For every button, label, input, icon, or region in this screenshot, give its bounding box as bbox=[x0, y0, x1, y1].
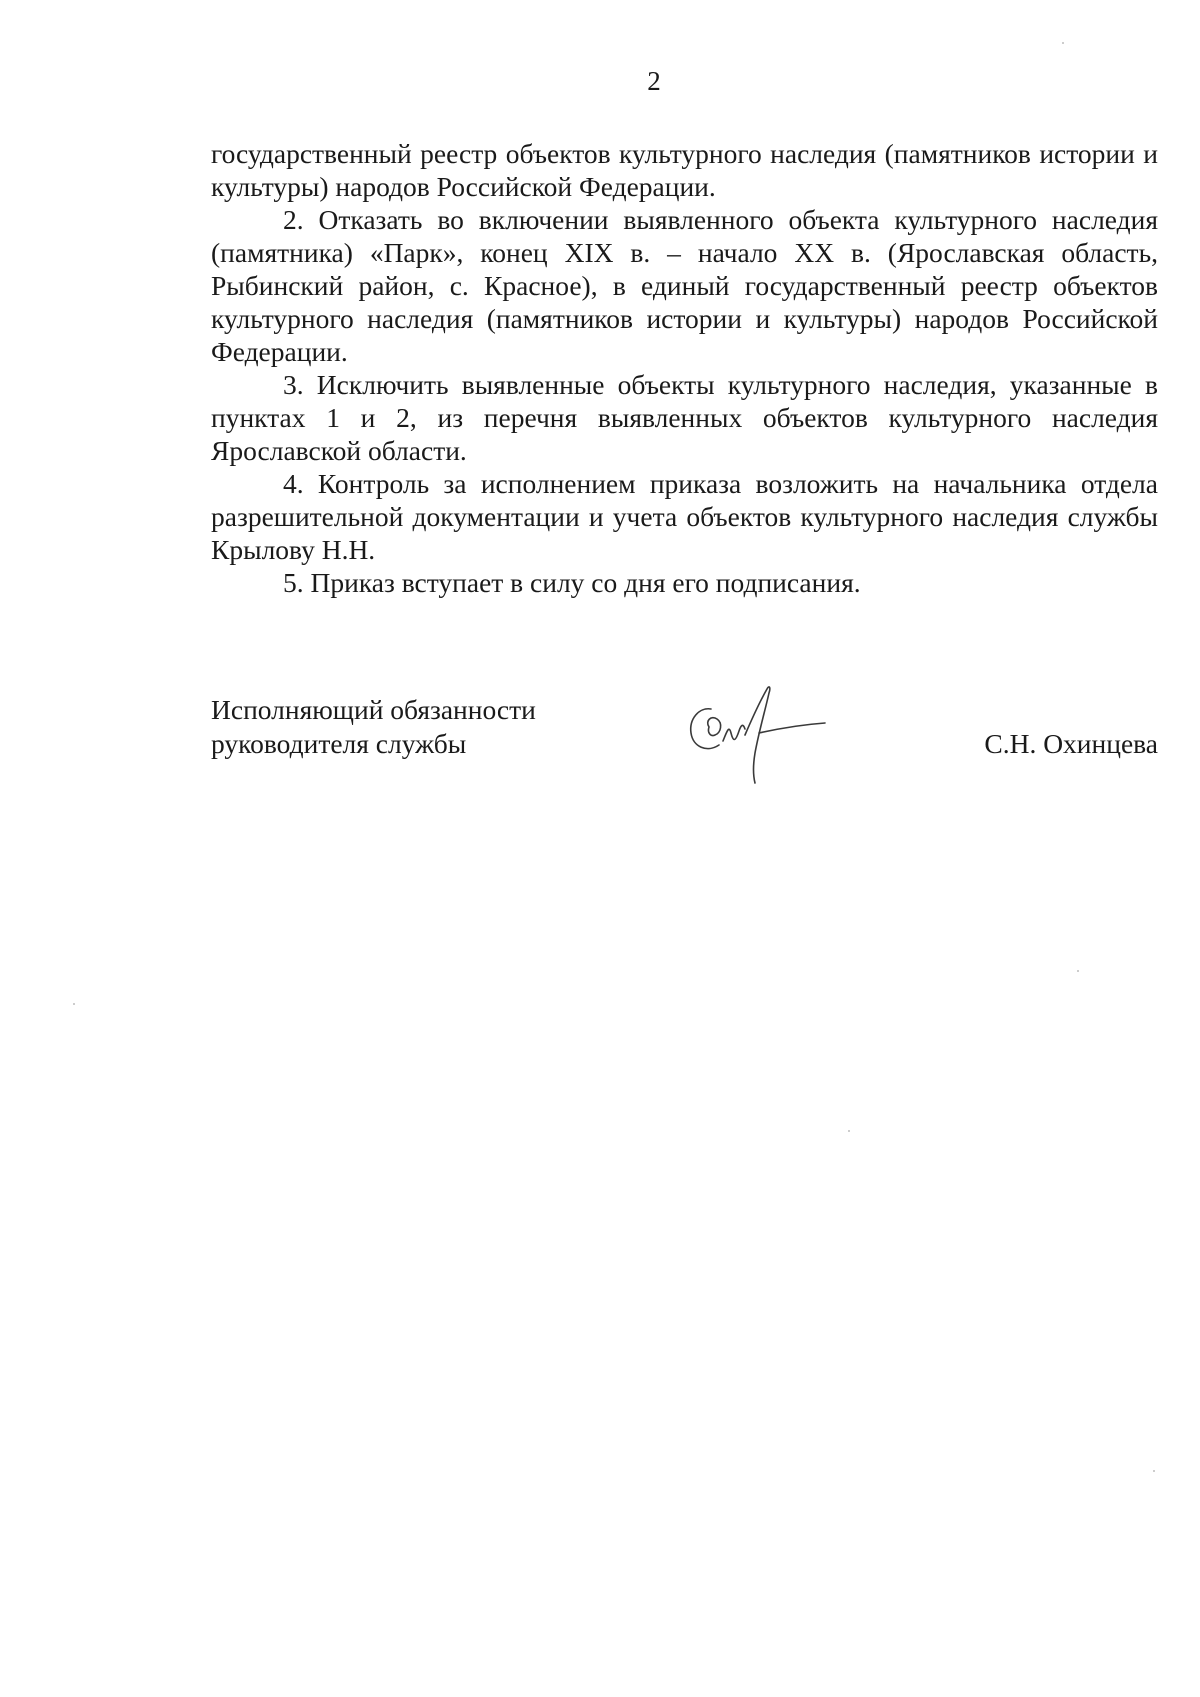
signatory-position-line-1: Исполняющий обязанности bbox=[211, 694, 536, 725]
scan-speck bbox=[73, 1003, 75, 1005]
paragraph-continuation: государственный реестр объектов культурного наследия (памятников истории и культуры) народов Российской Федерации. bbox=[211, 138, 1158, 202]
signatory-position-line-2: руководителя службы bbox=[211, 728, 467, 759]
signatory-position bbox=[211, 693, 631, 761]
scan-speck bbox=[1062, 42, 1064, 44]
signature-block bbox=[211, 693, 1158, 793]
paragraph-item-2: 2. Отказать во включении выявленного объекта культурного наследия (памятника) «Парк», конец XIX в. – начало XX в. (Ярославская область, Рыбинский район, с. Красное), в единый государственный реестр объектов культурного наследия (памятников истории и культуры) народов Российской Федерации. bbox=[211, 204, 1158, 367]
order-body-text bbox=[211, 137, 1158, 599]
scan-speck bbox=[1153, 1470, 1155, 1472]
scan-speck bbox=[848, 1130, 850, 1132]
signatory-name: С.Н. Охинцева bbox=[984, 728, 1158, 759]
scan-speck bbox=[1077, 970, 1079, 972]
paragraph-item-5: 5. Приказ вступает в силу со дня его подписания. bbox=[283, 567, 861, 598]
handwritten-signature bbox=[681, 671, 831, 791]
paragraph-item-4: 4. Контроль за исполнением приказа возложить на начальника отдела разрешительной документации и учета объектов культурного наследия службы Крылову Н.Н. bbox=[211, 468, 1158, 565]
paragraph-item-3: 3. Исключить выявленные объекты культурного наследия, указанные в пунктах 1 и 2, из перечня выявленных объектов культурного наследия Ярославской области. bbox=[211, 369, 1158, 466]
page-number: 2 bbox=[647, 66, 661, 96]
